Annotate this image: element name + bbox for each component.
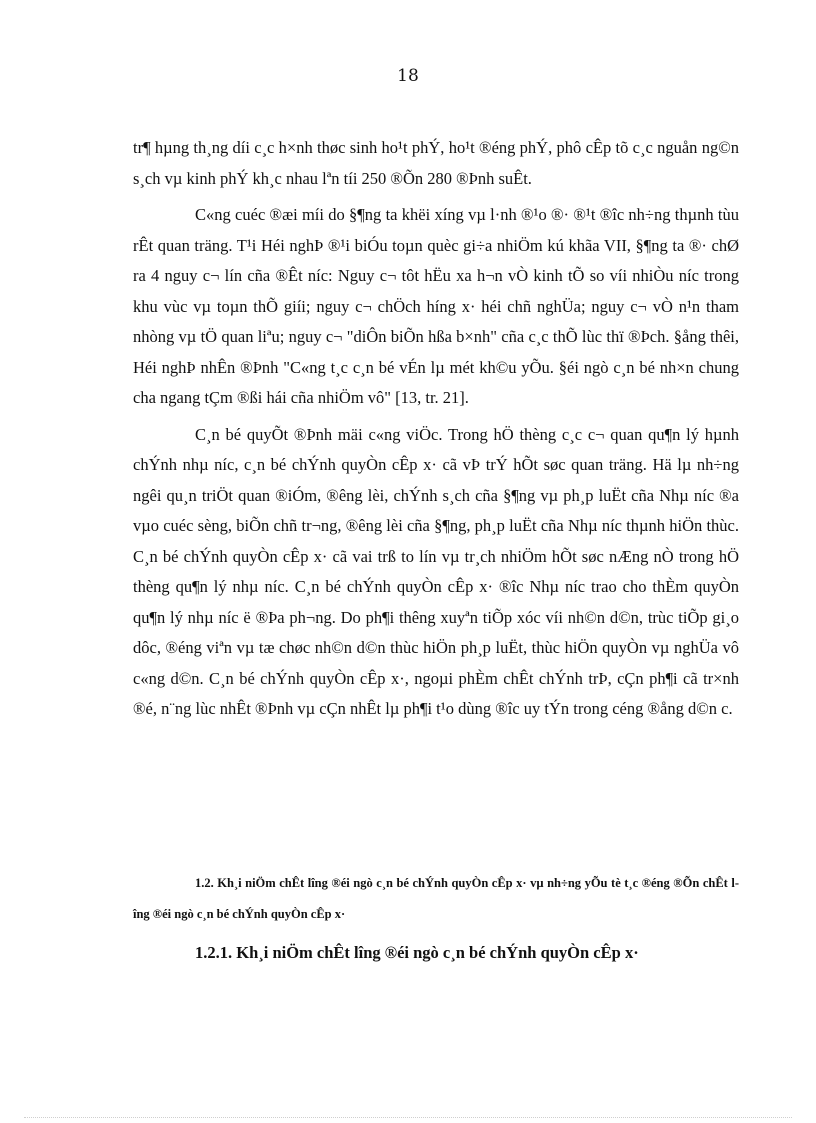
section-heading-1-2: 1.2. Kh¸i niÖm chÊt lîng ®éi ngò c¸n bé chÝnh quyÒn cÊp x· vµ nh÷ng yÕu tè t¸c ®éng ®Õn chÊt lîng ®éi ngò c¸n bé chÝnh quyÒn cÊp x·: [133, 876, 739, 921]
body-text: [133, 133, 739, 725]
section-heading-1-2-1: 1.2.1. Kh¸i niÖm chÊt lîng ®éi ngò c¸n bé chÝnh quyÒn cÊp x·: [195, 943, 639, 962]
paragraph-2: C«ng cuéc ®æi míi do §¶ng ta khëi xíng vµ l·nh ®¹o ®· ®¹t ®îc nh÷ng thµnh tùu rÊt quan träng. T¹i Héi nghÞ ®¹i biÓu toµn quèc gi÷a nhiÖm kú khãa VII, §¶ng ta ®· chØ ra 4 nguy c¬ lín cña ®Êt níc: Nguy c¬ tôt hËu xa h¬n vÒ kinh tÕ so víi nhiÒu níc trong khu vùc vµ toµn thÕ giíi; nguy c¬ chÖch híng x· héi chñ nghÜa; nguy c¬ vÒ n¹n tham nhòng vµ tÖ quan liªu; nguy c¬ "diÔn biÕn hßa b×nh" cña c¸c thÕ lùc thï ®Þch. §ång thêi, Héi nghÞ nhÊn ®Þnh "C«ng t¸c c¸n bé vÉn lµ mét kh©u yÕu. §éi ngò c¸n bé nh×n chung cha ngang tÇm ®ßi hái cña nhiÖm vô" [13, tr. 21].: [133, 205, 739, 407]
page-number: 18: [397, 66, 419, 86]
paragraph-1: tr¶ hµng th¸ng díi c¸c h×nh thøc sinh ho¹t phÝ, ho¹t ®éng phÝ, phô cÊp tõ c¸c nguån ng©n s¸ch vµ kinh phÝ kh¸c nhau lªn tíi 250 ®Õn 280 ®Þnh suÊt.: [133, 138, 739, 188]
paragraph-3: C¸n bé quyÕt ®Þnh mäi c«ng viÖc. Trong hÖ thèng c¸c c¬ quan qu¶n lý hµnh chÝnh nhµ níc, c¸n bé chÝnh quyÒn cÊp x· cã vÞ trÝ hÕt søc quan träng. Hä lµ nh÷ng ngêi qu¸n triÖt quan ®iÓm, ®êng lèi, chÝnh s¸ch cña §¶ng vµ ph¸p luËt cña Nhµ níc ®a vµo cuéc sèng, biÕn chñ tr¬ng, ®êng lèi cña §¶ng, ph¸p luËt cña Nhµ níc thµnh hiÖn thùc. C¸n bé chÝnh quyÒn cÊp x· cã vai trß to lín vµ tr¸ch nhiÖm hÕt søc nÆng nÒ trong hÖ thèng qu¶n lý nhµ níc. C¸n bé chÝnh quyÒn cÊp x· ®îc Nhµ níc trao cho thÈm quyÒn qu¶n lý nhµ níc ë ®Þa ph¬ng. Do ph¶i thêng xuyªn tiÕp xóc víi nh©n d©n, trùc tiÕp gi¸o dôc, ®éng viªn vµ tæ chøc nh©n d©n thùc hiÖn ph¸p luËt, thùc hiÖn quyÒn vµ nghÜa vô c«ng d©n. C¸n bé chÝnh quyÒn cÊp x·, ngoµi phÈm chÊt chÝnh trÞ, cÇn ph¶i cã tr×nh ®é, n¨ng lùc nhÊt ®Þnh vµ cÇn nhÊt lµ ph¶i t¹o dùng ®îc uy tÝn trong céng ®ång d©n c.: [133, 424, 739, 718]
page-bottom-divider: [24, 1117, 792, 1118]
